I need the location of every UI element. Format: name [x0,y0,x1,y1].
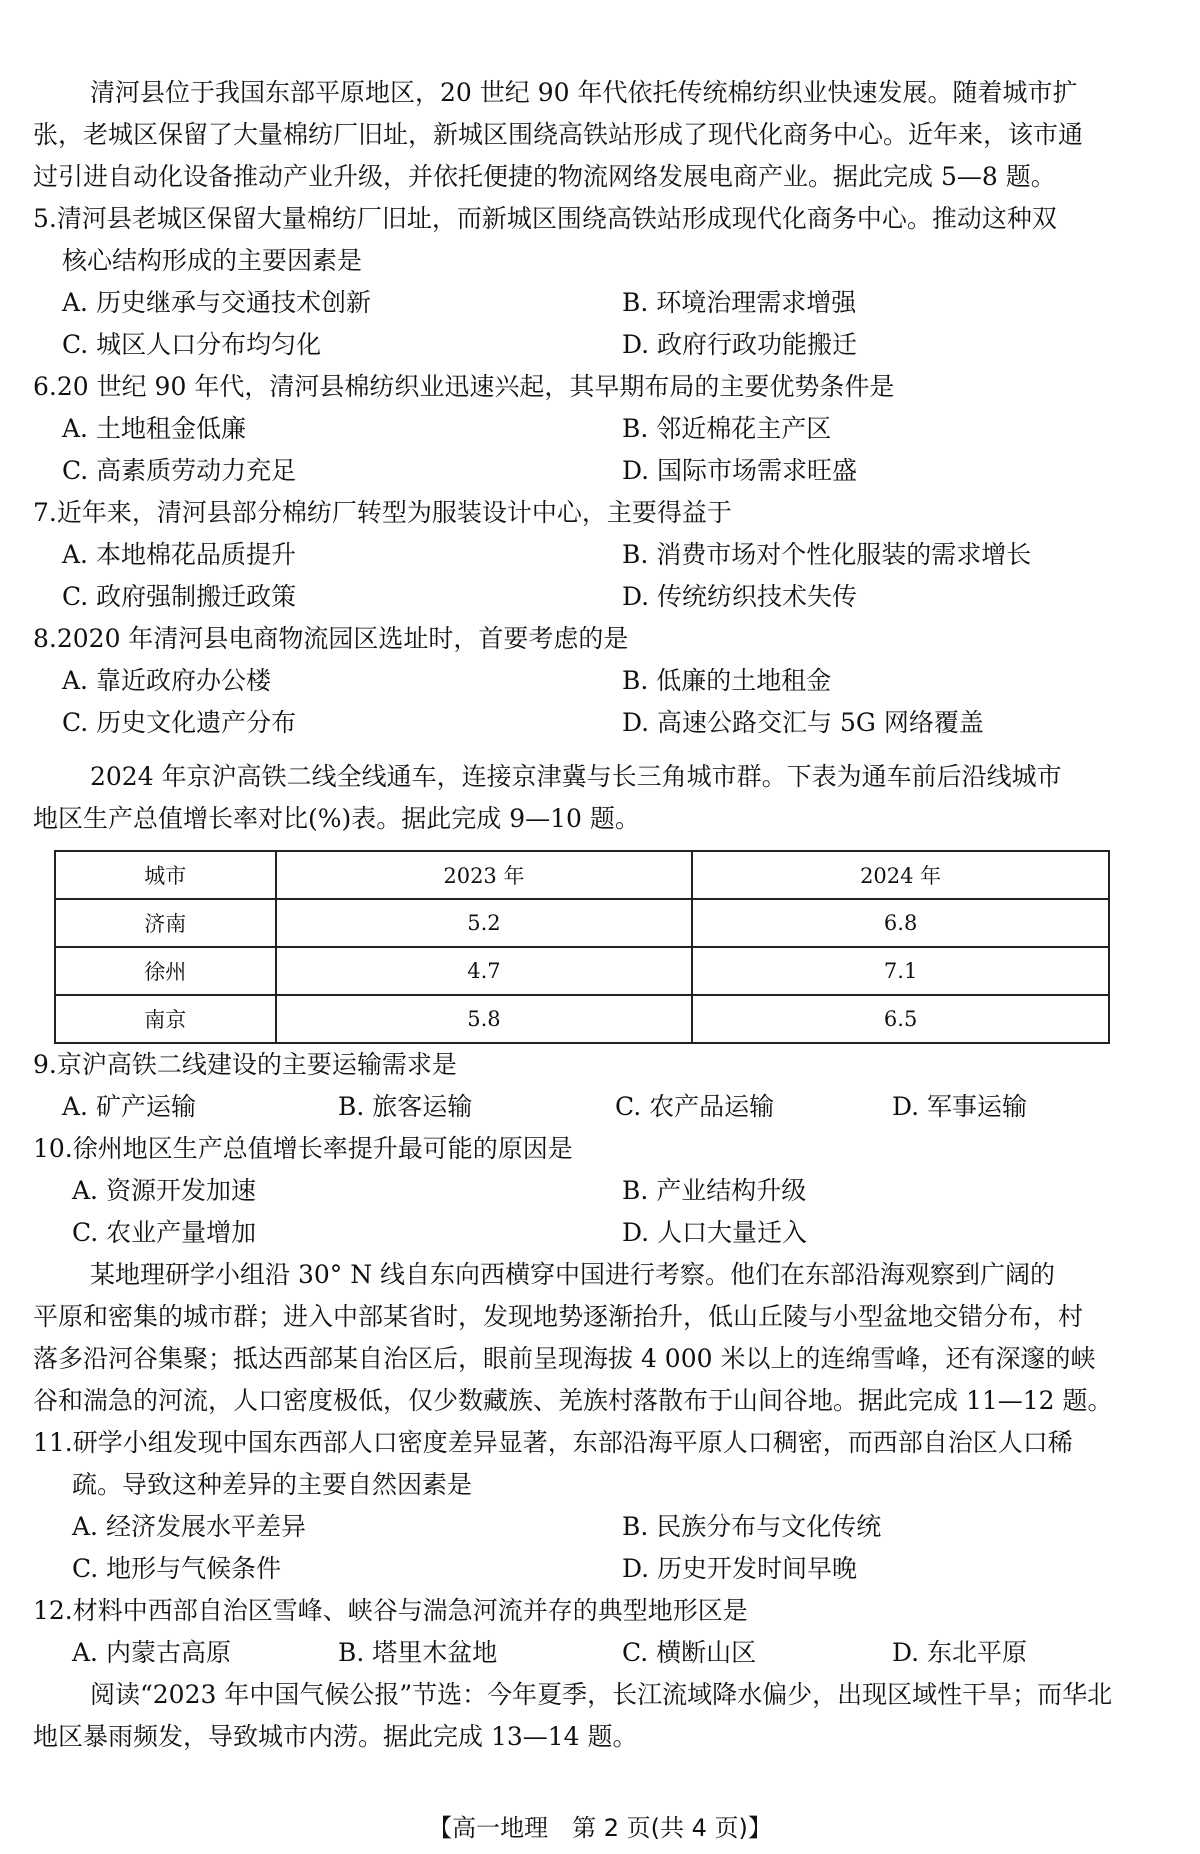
q10-option-c[interactable]: C. 农业产量增加 [72,1218,257,1247]
passage2-line: 2024 年京沪高铁二线全线通车，连接京津冀与长三角城市群。下表为通车前后沿线城市 [90,762,1062,791]
q9-option-d[interactable]: D. 军事运输 [892,1092,1028,1121]
q8-stem: 8.2020 年清河县电商物流园区选址时，首要考虑的是 [33,624,629,653]
q6-option-b[interactable]: B. 邻近棉花主产区 [622,414,832,443]
passage1-line: 张，老城区保留了大量棉纺厂旧址，新城区围绕高铁站形成了现代化商务中心。近年来，该市通 [33,120,1084,149]
table-cell: 7.1 [692,947,1109,995]
q9-option-b[interactable]: B. 旅客运输 [338,1092,473,1121]
table-cell: 6.8 [692,899,1109,947]
q9-stem: 9.京沪高铁二线建设的主要运输需求是 [33,1050,457,1079]
passage3-line: 某地理研学小组沿 30° N 线自东向西横穿中国进行考察。他们在东部沿海观察到广阔的 [90,1260,1056,1289]
q8-option-c[interactable]: C. 历史文化遗产分布 [62,708,297,737]
q11-option-b[interactable]: B. 民族分布与文化传统 [622,1512,882,1541]
q11-option-a[interactable]: A. 经济发展水平差异 [72,1512,306,1541]
q12-option-a[interactable]: A. 内蒙古高原 [72,1638,231,1667]
table-cell: 5.8 [276,995,693,1043]
q5-option-a[interactable]: A. 历史继承与交通技术创新 [62,288,371,317]
q9-option-a[interactable]: A. 矿产运输 [62,1092,196,1121]
q5-option-c[interactable]: C. 城区人口分布均匀化 [62,330,322,359]
q6-option-c[interactable]: C. 高素质劳动力充足 [62,456,297,485]
q11-option-d[interactable]: D. 历史开发时间早晚 [622,1554,858,1583]
q5-stem: 核心结构形成的主要因素是 [62,246,363,275]
q11-stem: 11.研学小组发现中国东西部人口密度差异显著，东部沿海平原人口稠密，而西部自治区人口稀 [33,1428,1073,1457]
table-row [55,995,1109,1043]
q8-option-d[interactable]: D. 高速公路交汇与 5G 网络覆盖 [622,708,984,737]
table-cell: 6.5 [692,995,1109,1043]
passage3-line: 落多沿河谷集聚；抵达西部某自治区后，眼前呈现海拔 4 000 米以上的连绵雪峰，还有深邃的峡 [33,1344,1096,1373]
q11-stem: 疏。导致这种差异的主要自然因素是 [72,1470,473,1499]
passage1-line: 过引进自动化设备推动产业升级，并依托便捷的物流网络发展电商产业。据此完成 5—8 题。 [33,162,1056,191]
q7-option-a[interactable]: A. 本地棉花品质提升 [62,540,296,569]
q12-option-d[interactable]: D. 东北平原 [892,1638,1028,1667]
table-cell: 4.7 [276,947,693,995]
q12-option-b[interactable]: B. 塔里木盆地 [338,1638,498,1667]
table-row [55,947,1109,995]
passage3-line: 平原和密集的城市群；进入中部某省时，发现地势逐渐抬升，低山丘陵与小型盆地交错分布，村 [33,1302,1084,1331]
q10-stem: 10.徐州地区生产总值增长率提升最可能的原因是 [33,1134,573,1163]
q7-option-c[interactable]: C. 政府强制搬迁政策 [62,582,297,611]
q10-option-b[interactable]: B. 产业结构升级 [622,1176,807,1205]
q11-option-c[interactable]: C. 地形与气候条件 [72,1554,282,1583]
q9-option-c[interactable]: C. 农产品运输 [615,1092,775,1121]
page-footer: 【高一地理 第 2 页(共 4 页)】 [428,1814,772,1842]
q6-option-a[interactable]: A. 土地租金低廉 [62,414,246,443]
passage1-line: 清河县位于我国东部平原地区，20 世纪 90 年代依托传统棉纺织业快速发展。随着城市扩 [90,78,1078,107]
table-header-cell: 城市 [55,851,276,899]
q12-stem: 12.材料中西部自治区雪峰、峡谷与湍急河流并存的典型地形区是 [33,1596,748,1625]
table-cell: 南京 [55,995,276,1043]
q7-option-b[interactable]: B. 消费市场对个性化服装的需求增长 [622,540,1032,569]
table-cell: 5.2 [276,899,693,947]
table-row [55,899,1109,947]
table-header-cell: 2023 年 [276,851,693,899]
passage4-line: 地区暴雨频发，导致城市内涝。据此完成 13—14 题。 [33,1722,638,1751]
q10-option-a[interactable]: A. 资源开发加速 [72,1176,256,1205]
table-header-cell: 2024 年 [692,851,1109,899]
q8-option-a[interactable]: A. 靠近政府办公楼 [62,666,271,695]
table-cell: 徐州 [55,947,276,995]
q7-stem: 7.近年来，清河县部分棉纺厂转型为服装设计中心，主要得益于 [33,498,732,527]
gdp-growth-table [54,850,1110,1044]
q5-option-d[interactable]: D. 政府行政功能搬迁 [622,330,858,359]
q12-option-c[interactable]: C. 横断山区 [622,1638,757,1667]
q7-option-d[interactable]: D. 传统纺织技术失传 [622,582,858,611]
q5-stem: 5.清河县老城区保留大量棉纺厂旧址，而新城区围绕高铁站形成现代化商务中心。推动这种双 [33,204,1057,233]
q10-option-d[interactable]: D. 人口大量迁入 [622,1218,808,1247]
table-header-row [55,851,1109,899]
q8-option-b[interactable]: B. 低廉的土地租金 [622,666,832,695]
passage2-line: 地区生产总值增长率对比(%)表。据此完成 9—10 题。 [33,804,640,833]
passage3-line: 谷和湍急的河流，人口密度极低，仅少数藏族、羌族村落散布于山间谷地。据此完成 11—12 题。 [33,1386,1113,1415]
passage4-line: 阅读“2023 年中国气候公报”节选：今年夏季，长江流域降水偏少，出现区域性干旱；而华北 [90,1680,1113,1709]
q6-option-d[interactable]: D. 国际市场需求旺盛 [622,456,858,485]
q6-stem: 6.20 世纪 90 年代，清河县棉纺织业迅速兴起，其早期布局的主要优势条件是 [33,372,895,401]
table-cell: 济南 [55,899,276,947]
q5-option-b[interactable]: B. 环境治理需求增强 [622,288,857,317]
